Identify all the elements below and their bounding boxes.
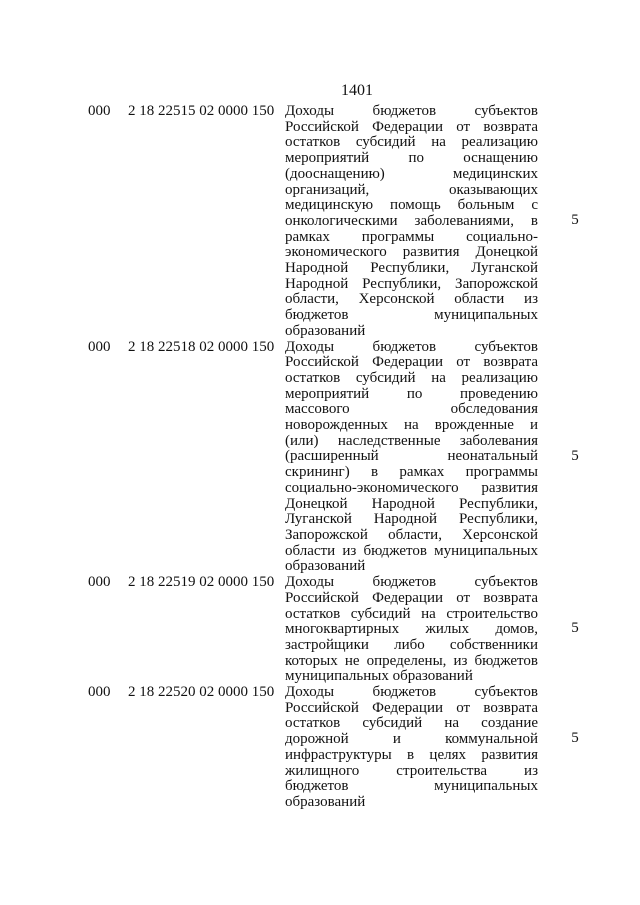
- income-code-cell: 2 18 22515 02 0000 150: [128, 103, 275, 119]
- admin-code-cell: 000: [88, 574, 111, 591]
- description-cell: Доходы бюджетов субъектов Российской Федерации от возврата остатков субсидий на реализацию мероприятий по проведению массового обследования новорожденных на врожденные и (или) наследственные заболевания (расширенный неонатальный скрининг) в рамках программы социально-экономического развития Донецкой Народной Республики, Луганской Народной Республики, Запорожской области, Херсонской области из бюджетов муниципальных образований: [285, 338, 538, 575]
- admin-code-cell: 000: [88, 338, 111, 355]
- amount-cell: 5: [571, 212, 579, 228]
- amount-cell: 5: [571, 730, 579, 747]
- amount-cell: 5: [571, 620, 579, 637]
- table-row: [88, 685, 598, 811]
- revenue-table: [88, 104, 598, 811]
- income-code-cell: 2 18 22518 02 0000 150: [128, 338, 275, 355]
- table-row: [88, 104, 598, 340]
- income-code-cell: 2 18 22520 02 0000 150: [128, 684, 275, 701]
- page-number: 1401: [341, 82, 373, 99]
- description-cell: Доходы бюджетов субъектов Российской Федерации от возврата остатков субсидий на строительство многоквартирных жилых домов, застройщики либо собственники которых не определены, из бюджетов муниципальных образований: [285, 574, 538, 685]
- description-cell: Доходы бюджетов субъектов Российской Федерации от возврата остатков субсидий на реализацию мероприятий по оснащению (дооснащению) медицинских организаций, оказывающих медицинскую помощь больным с онкологическими заболеваниями, в рамках программы социально-экономического развития Донецкой Народной Республики, Луганской Народной Республики, Запорожской области, Херсонской области из бюджетов муниципальных образований: [285, 103, 538, 339]
- admin-code-cell: 000: [88, 684, 111, 701]
- table-row: [88, 575, 598, 685]
- admin-code-cell: 000: [88, 103, 111, 119]
- description-cell: Доходы бюджетов субъектов Российской Федерации от возврата остатков субсидий на создание дорожной и коммунальной инфраструктуры в целях развития жилищного строительства из бюджетов муниципальных образований: [285, 684, 538, 810]
- table-row: [88, 340, 598, 576]
- amount-cell: 5: [571, 447, 579, 464]
- income-code-cell: 2 18 22519 02 0000 150: [128, 574, 275, 591]
